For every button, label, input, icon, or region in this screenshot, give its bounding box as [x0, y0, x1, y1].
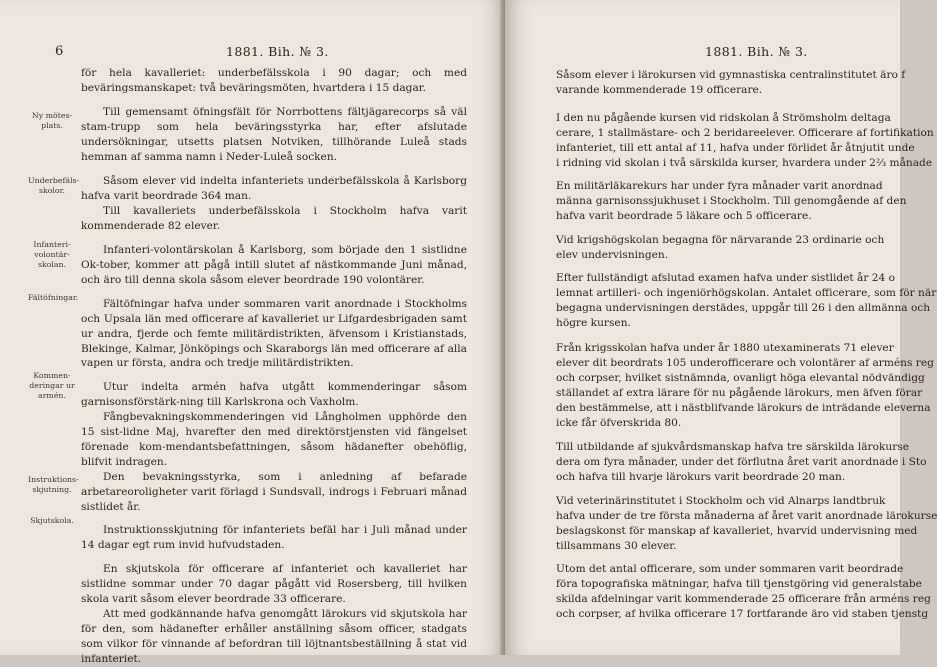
margin-note: Underbefäls-skolor. [28, 176, 80, 195]
paragraph: Till kavalleriets underbefälsskola i Stockholm hafva varit kommenderade 82 elever. [81, 205, 467, 233]
paragraph: Utur indelta armén hafva utgått kommenderingar såsom garnisonsförstärk-ning till Karlskrona och Vaxholm. [81, 381, 467, 409]
margin-note: Kommen-deringar ur armén. [29, 371, 75, 400]
text-line: varande kommenderade 19 officerare. [556, 84, 763, 96]
text-line: infanteriet, till ett antal af 11, hafva under förlidet år åtnjutit unde [556, 142, 915, 154]
text-line: dera om fyra månader, under det förflutna året varit anordnade i Sto [556, 456, 927, 468]
margin-note: Instruktions-skjutning. [28, 475, 79, 494]
text-line: beslagskonst för manskap af kavalleriet, hvarvid undervisning med [556, 525, 918, 537]
margin-note: Fältöfningar. [28, 293, 79, 302]
text-line: hafva under de tre första månaderna af året varit anordnade lärokurse [556, 510, 937, 522]
text-line: och corpser, hvilket sistnämnda, ovanligt höga elevantal nödvändigg [556, 372, 925, 384]
page-number: 6 [55, 44, 64, 59]
paragraph: för hela kavalleriet: underbefälsskola i 90 dagar; och med beväringsmanskapet: två beväringsmöten, hvartdera i 15 dagar. [81, 67, 467, 94]
text-line: i ridning vid skolan i två särskilda kurser, hvardera under 2⅔ månade [556, 157, 933, 169]
text-line: hafva varit beordrade 5 läkare och 5 officerare. [556, 210, 812, 222]
paragraph: Till gemensamt öfningsfält för Norrbottens fältjägarecorps så väl stam-trupp som hela beväringsstyrka har, efter afslutade undersökningar, utsetts platsen Notviken, tillhörande Luleå stads hemman af samma namn i Neder-Luleå socken. [81, 105, 467, 163]
text-line: I den nu pågående kursen vid ridskolan å Strömsholm deltaga [556, 112, 891, 124]
margin-note: Ny mötes-plats. [31, 111, 73, 130]
text-line: elev undervisningen. [556, 249, 669, 261]
text-line: Till utbildande af sjukvårdsmanskap hafva tre särskilda lärokurse [556, 441, 909, 453]
text-line: icke får öfverskrida 80. [556, 417, 682, 429]
right-page-header: 1881. Bih. № 3. [705, 44, 808, 59]
paragraph: Instruktionsskjutning för infanteriets befäl har i Juli månad under 14 dagar egt rum invid hufvudstaden. [81, 524, 467, 552]
text-line: Vid veterinärinstitutet i Stockholm och vid Alnarps landtbruk [556, 495, 886, 507]
margin-note: Infanteri-volontär-skolan. [33, 240, 71, 269]
text-line: den bestämmelse, att i nästblifvande lärokurs de inträdande eleverna [556, 402, 931, 414]
paragraph: Fältöfningar hafva under sommaren varit anordnade i Stockholms och Upsala län med officerare af kavalleriet ur Lifgardesbrigaden samt ur andra, fjerde och femte militärdistrikten, äfvensom i Kristianstads, Blekinge, Kalmar, Jönköpings och Skaraborgs län med officerare af alla vapen ur första, andra och tredje militärdistrikten. [81, 297, 467, 370]
text-line: Utom det antal officerare, som under sommaren varit beordrade [556, 563, 904, 575]
text-line: tillsammans 30 elever. [556, 540, 677, 552]
paragraph: Såsom elever vid indelta infanteriets underbefälsskola å Karlsborg hafva varit beordrade 364 man. [81, 175, 467, 203]
text-line: och corpser, af hvilka officerare 17 fortfarande äro vid staben tjenstg [556, 608, 929, 620]
margin-note: Skjutskola. [30, 516, 74, 525]
text-line: lemnat artilleri- och ingeniörhögskolan. Antalet officerare, som för när [556, 287, 937, 299]
paragraph: Infanteri-volontärskolan å Karlsborg, som började den 1 sistlidne Ok-tober, kommer att pågå intill slutet af nästkommande Juni månad, och äro till denna skola såsom elever beordrade 190 volontärer. [81, 244, 467, 286]
text-line: Vid krigshögskolan begagna för närvarande 23 ordinarie och [556, 234, 885, 246]
text-line: högre kursen. [556, 317, 631, 329]
text-line: Efter fullständigt afslutad examen hafva under sistlidet år 24 o [556, 272, 896, 284]
text-line: begagna undervisningen derstädes, uppgår till 26 i den allmänna och [556, 302, 931, 314]
paragraph: Fångbevakningskommenderingen vid Långholmen upphörde den 15 sist-lidne Maj, hvarefter den med direktörstjensten vid fängelset förenade kom-mendantsbefattningen, såsom hädanefter obehöflig, blifvit indragen. [81, 411, 467, 468]
text-line: En militärläkarekurs har under fyra månader varit anordnad [556, 180, 883, 192]
text-line: elever dit beordrats 105 underofficerare och volontärer af arméns reg [556, 357, 934, 369]
text-line: männa garnisonssjukhuset i Stockholm. Till genomgående af den [556, 195, 907, 207]
text-line: Från krigsskolan hafva under år 1880 utexaminerats 71 elever [556, 342, 894, 354]
text-line: föra topografiska mätningar, hafva till tjenstgöring vid generalstabe [556, 578, 922, 590]
left-page-body [81, 66, 467, 667]
text-line: ställandet af extra lärare för nu pågående lärokurs, men äfven förar [556, 387, 923, 399]
left-page-header: 1881. Bih. № 3. [226, 44, 329, 59]
text-line: cerare, 1 stallmästare- och 2 beridareelever. Officerare af fortifikation [556, 127, 934, 139]
paragraph: Att med godkännande hafva genomgått lärokurs vid skjutskola har för den, som hädanefter erhåller anställning såsom officer, stadgats som vilkor för vinnande af befordran till löjtnantsbeställning å stat vid infanteriet. [81, 608, 467, 665]
paragraph: Den bevakningsstyrka, som i anledning af befarade arbetareoroligheter varit förlagd i Sundsvall, indrogs i Februari månad sistlidet år. [81, 470, 467, 513]
text-line: Såsom elever i lärokursen vid gymnastiska centralinstitutet äro f [556, 69, 906, 81]
text-line: skilda afdelningar varit kommenderade 25 officerare från arméns reg [556, 593, 931, 605]
paragraph: En skjutskola för officerare af infanteriet och kavalleriet har sistlidne sommar under 70 dagar pågått vid Rosersberg, till hvilken skola varit såsom elever beordrade 33 officerare. [81, 563, 467, 606]
text-line: och hafva till hvarje lärokurs varit beordrade 20 man. [556, 471, 846, 483]
